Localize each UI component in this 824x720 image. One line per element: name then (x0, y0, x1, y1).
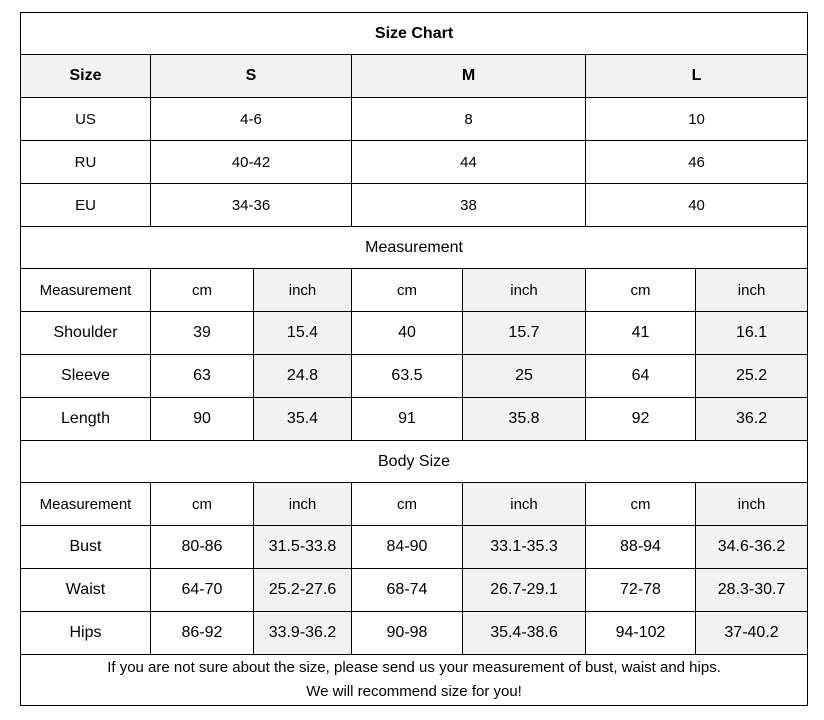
size-chart (20, 12, 807, 706)
value-cell: 94-102 (586, 612, 696, 655)
value-cell: 64-70 (151, 569, 254, 612)
size-header-s: S (151, 55, 352, 98)
unit-cell: inch (254, 483, 352, 526)
value-cell: 40 (352, 312, 463, 355)
unit-cell: inch (463, 483, 586, 526)
value-cell: 37-40.2 (696, 612, 808, 655)
row-label: Length (21, 398, 151, 441)
region-label: EU (21, 184, 151, 227)
value-cell: 39 (151, 312, 254, 355)
unit-cell: cm (151, 483, 254, 526)
value-cell: 24.8 (254, 355, 352, 398)
region-label: US (21, 98, 151, 141)
value-cell: 16.1 (696, 312, 808, 355)
size-code-value: 8 (352, 98, 586, 141)
size-code-value: 40 (586, 184, 808, 227)
unit-cell: inch (254, 269, 352, 312)
chart-title: Size Chart (21, 13, 808, 55)
size-header-m: M (352, 55, 586, 98)
section-title-body-size: Body Size (21, 441, 808, 483)
value-cell: 26.7-29.1 (463, 569, 586, 612)
size-code-value: 46 (586, 141, 808, 184)
size-code-row-us (21, 98, 808, 141)
value-cell: 90-98 (352, 612, 463, 655)
body-row-bust (21, 526, 808, 569)
units-row-label: Measurement (21, 483, 151, 526)
value-cell: 64 (586, 355, 696, 398)
value-cell: 68-74 (352, 569, 463, 612)
value-cell: 28.3-30.7 (696, 569, 808, 612)
value-cell: 86-92 (151, 612, 254, 655)
value-cell: 15.4 (254, 312, 352, 355)
note-line-1: If you are not sure about the size, please send us your measurement of bust, waist and hips. (107, 659, 721, 676)
size-code-value: 40-42 (151, 141, 352, 184)
value-cell: 91 (352, 398, 463, 441)
title-row (21, 13, 808, 55)
value-cell: 35.8 (463, 398, 586, 441)
region-label: RU (21, 141, 151, 184)
unit-cell: cm (151, 269, 254, 312)
row-label: Sleeve (21, 355, 151, 398)
measurement-row-sleeve (21, 355, 808, 398)
body-units-row (21, 483, 808, 526)
unit-cell: inch (696, 483, 808, 526)
row-label: Waist (21, 569, 151, 612)
unit-cell: inch (696, 269, 808, 312)
value-cell: 33.1-35.3 (463, 526, 586, 569)
note-cell (21, 655, 808, 706)
body-row-hips (21, 612, 808, 655)
size-code-value: 10 (586, 98, 808, 141)
size-code-value: 44 (352, 141, 586, 184)
note-line-2: We will recommend size for you! (306, 683, 522, 700)
value-cell: 84-90 (352, 526, 463, 569)
value-cell: 80-86 (151, 526, 254, 569)
value-cell: 41 (586, 312, 696, 355)
units-row-label: Measurement (21, 269, 151, 312)
size-code-row-eu (21, 184, 808, 227)
value-cell: 15.7 (463, 312, 586, 355)
size-header-row (21, 55, 808, 98)
size-chart-table (20, 12, 808, 706)
value-cell: 35.4-38.6 (463, 612, 586, 655)
value-cell: 63 (151, 355, 254, 398)
body-size-section-row (21, 441, 808, 483)
value-cell: 88-94 (586, 526, 696, 569)
row-label: Shoulder (21, 312, 151, 355)
size-code-value: 38 (352, 184, 586, 227)
body-row-waist (21, 569, 808, 612)
size-header-l: L (586, 55, 808, 98)
unit-cell: cm (586, 269, 696, 312)
value-cell: 90 (151, 398, 254, 441)
value-cell: 34.6-36.2 (696, 526, 808, 569)
section-title-measurement: Measurement (21, 227, 808, 269)
size-code-row-ru (21, 141, 808, 184)
value-cell: 25.2-27.6 (254, 569, 352, 612)
unit-cell: inch (463, 269, 586, 312)
size-code-value: 4-6 (151, 98, 352, 141)
value-cell: 63.5 (352, 355, 463, 398)
size-code-value: 34-36 (151, 184, 352, 227)
value-cell: 25 (463, 355, 586, 398)
measurement-section-row (21, 227, 808, 269)
value-cell: 92 (586, 398, 696, 441)
value-cell: 36.2 (696, 398, 808, 441)
value-cell: 31.5-33.8 (254, 526, 352, 569)
value-cell: 72-78 (586, 569, 696, 612)
value-cell: 35.4 (254, 398, 352, 441)
row-label: Bust (21, 526, 151, 569)
value-cell: 25.2 (696, 355, 808, 398)
measurement-row-length (21, 398, 808, 441)
measurement-row-shoulder (21, 312, 808, 355)
row-label: Hips (21, 612, 151, 655)
value-cell: 33.9-36.2 (254, 612, 352, 655)
size-header-label: Size (21, 55, 151, 98)
note-row (21, 655, 808, 706)
unit-cell: cm (352, 269, 463, 312)
unit-cell: cm (352, 483, 463, 526)
measurement-units-row (21, 269, 808, 312)
unit-cell: cm (586, 483, 696, 526)
